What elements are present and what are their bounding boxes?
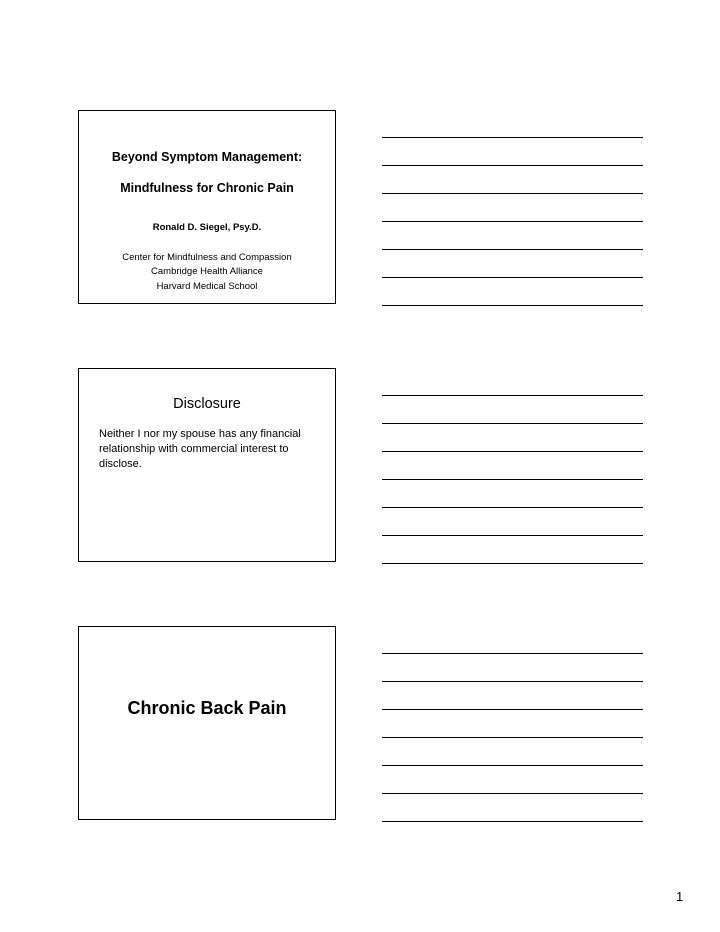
note-line [382, 563, 643, 564]
note-line [382, 681, 643, 682]
note-line [382, 193, 643, 194]
slide-1-title-line-1: Beyond Symptom Management: [111, 150, 303, 164]
note-line [382, 165, 643, 166]
note-line [382, 765, 643, 766]
slide-2-body: Neither I nor my spouse has any financial relationship with commercial interest to disclose. [99, 428, 301, 470]
slide-3-title: Chronic Back Pain [127, 698, 287, 718]
slide-2-title: Disclosure [173, 396, 241, 412]
note-line [382, 821, 643, 822]
note-line [382, 305, 643, 306]
note-line [382, 479, 643, 480]
note-line [382, 277, 643, 278]
slide-1-affiliation-2: Cambridge Health Alliance [151, 266, 263, 277]
slide-1-thumbnail [78, 110, 336, 304]
slide-1-affiliation-3: Harvard Medical School [156, 281, 258, 292]
slide-1-title-line-2: Mindfulness for Chronic Pain [120, 181, 294, 195]
slide-3-thumbnail [78, 626, 336, 820]
page-number: 1 [676, 889, 684, 904]
note-line [382, 423, 643, 424]
note-line [382, 395, 643, 396]
note-line [382, 709, 643, 710]
note-line [382, 507, 643, 508]
note-line [382, 451, 643, 452]
note-line [382, 221, 643, 222]
note-line [382, 653, 643, 654]
note-line [382, 535, 643, 536]
note-line [382, 793, 643, 794]
note-line [382, 137, 643, 138]
note-line [382, 737, 643, 738]
note-line [382, 249, 643, 250]
slide-1-affiliation-1: Center for Mindfulness and Compassion [122, 252, 292, 263]
slide-2-thumbnail [78, 368, 336, 562]
slide-1-author: Ronald D. Siegel, Psy.D. [152, 222, 262, 233]
